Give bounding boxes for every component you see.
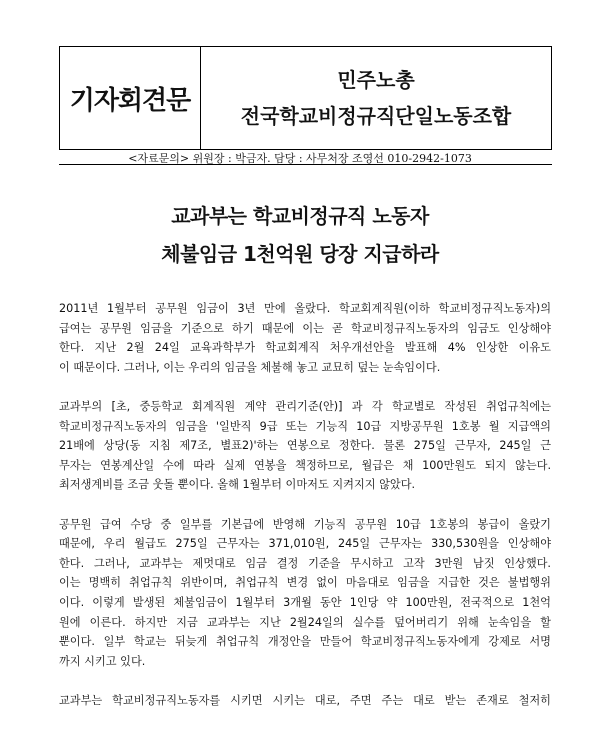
text-line: 공무원 급여 수당 중 일부를 기본급에 반영해 기능직 공무원 10급 1호봉의 봉급이 올랐기 (59, 517, 551, 531)
paragraph-1 (59, 299, 551, 377)
text-line: 21배에 상당(동 지침 제7조, 별표2)'하는 연봉으로 정한다. 물론 275일 근무자, 245일 근 (59, 439, 551, 453)
text-line: 때문에, 우리 월급도 275일 근무자는 371,010원, 245일 근무자는 330,530원을 인상해야 (59, 537, 551, 551)
body-text (59, 299, 551, 730)
divider (59, 164, 552, 165)
org-name-line2: 전국학교비정규직단일노동조합 (240, 104, 512, 128)
organization-block (201, 47, 551, 149)
text-line: 뿐이다. 일부 학교는 뒤늦게 취업규칙 개정안을 만들어 학교비정규직노동자에게 강제로 서명 (59, 635, 551, 649)
paragraph-4 (59, 691, 551, 711)
headline-line2: 체불임금 1천억원 당장 지급하라 (161, 242, 439, 266)
text-line: 이다. 이렇게 발생된 체불임금이 1월부터 3개월 동안 1인당 약 100만원, 전국적으로 1천억 (59, 595, 551, 609)
press-release-label: 기자회견문 (60, 47, 201, 149)
text-line: 이는 명백히 취업규칙 위반이며, 취업규칙 변경 없이 마음대로 임금을 지급한 것은 불법행위 (59, 576, 551, 590)
contact-info: <자료문의> 위원장 : 박금자. 담당 : 사무처장 조영선 010-2942-1073 (128, 152, 472, 165)
text-line: 원에 이른다. 하지만 지금 교과부는 지난 2월24일의 실수를 덮어버리기 위해 눈속임을 할 (59, 615, 551, 629)
text-line: 교과부는 학교비정규직노동자를 시키면 시키는 대로, 주면 주는 대로 받는 존재로 철저히 (59, 693, 551, 707)
org-name-line1: 민주노총 (337, 68, 415, 92)
headline-line1: 교과부는 학교비정규직 노동자 (171, 204, 429, 228)
text-line: 2011년 1월부터 공무원 임금이 3년 만에 올랐다. 학교회계직원(이하 학교비정규직노동자)의 (59, 302, 551, 315)
text-line: 교과부의 [초, 중등학교 회계직원 계약 관리기준(안)] 과 각 학교별로 작성된 취업규칙에는 (59, 399, 551, 413)
header-box (59, 46, 552, 150)
text-line: 급여는 공무원 임금을 기준으로 하기 때문에 이는 곧 학교비정규직노동자의 임금도 인상해야 (59, 321, 551, 335)
paragraph-3 (59, 515, 551, 672)
text-line: 한다. 지난 2월 24일 교육과학부가 학교회계직 처우개선안을 발표해 4% 인상한 이유도 (59, 341, 551, 355)
paragraph-2 (59, 397, 551, 495)
text-line: 학교비정규직노동자의 임금을 '일반직 9급 또는 기능직 10급 지방공무원 1호봉 월 지급액의 (59, 419, 551, 433)
text-line: 이 때문이다. 그러나, 이는 우리의 임금을 체불해 놓고 교묘히 덮는 눈속임이다. (59, 360, 441, 374)
text-line: 한다. 그러나, 교과부는 제멋대로 임금 결정 기준을 무시하고 고작 3만원 남짓 인상했다. (59, 556, 551, 570)
text-line: 까지 시키고 있다. (59, 654, 146, 668)
text-line: 최저생계비를 조금 웃돌 뿐이다. 올해 1월부터 이마저도 지켜지지 않았다. (59, 478, 416, 492)
text-line: 무자는 연봉계산일 수에 따라 실제 연봉을 책정하므로, 월급은 채 100만원도 되지 않는다. (59, 458, 551, 472)
